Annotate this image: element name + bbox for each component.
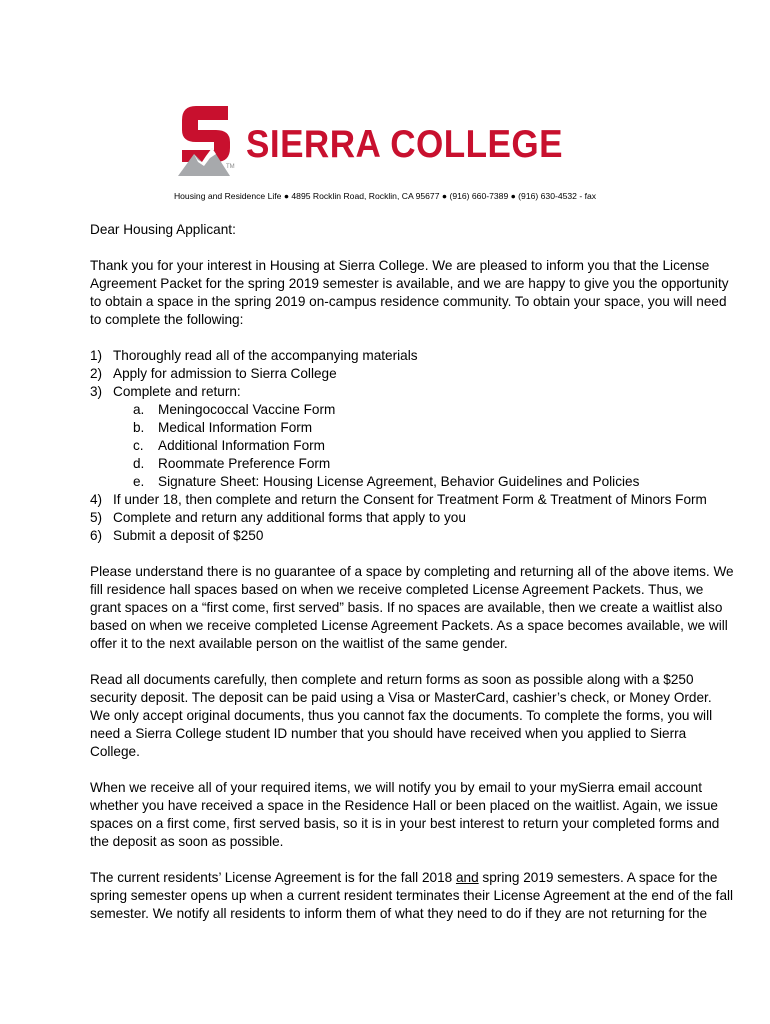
text-line: to obtain a space in the spring 2019 on-campus residence community. To obtain your space, you will need [90, 294, 727, 309]
text-line: spaces on a first come, first served basis, so it is in your best interest to return your completed forms and [90, 816, 720, 831]
guarantee-paragraph [90, 563, 734, 653]
notification-paragraph [90, 779, 720, 851]
intro-paragraph [90, 257, 729, 329]
text-line: The current residents’ License Agreement is for the fall 2018 and spring 2019 semesters. A space for the [90, 870, 718, 885]
text-line: fill residence hall spaces based on when we receive completed License Agreement Packets. Thus, we [90, 582, 704, 597]
text-line: Read all documents carefully, then complete and return forms as soon as possible along with a $250 [90, 672, 694, 687]
text-line: based on when we receive completed License Agreement Packets. As a space becomes available, we will [90, 618, 728, 633]
text-line: Thank you for your interest in Housing at Sierra College. We are pleased to inform you that the License [90, 258, 710, 273]
sierra-s-mountain-icon [176, 100, 246, 178]
text-line: need a Sierra College student ID number that you should have received when you applied to Sierra [90, 726, 687, 741]
list-item: 2) Apply for admission to Sierra College [90, 366, 337, 381]
sublist-item: b. Medical Information Form [133, 420, 313, 435]
text-line: We only accept original documents, thus you cannot fax the documents. To complete the forms, you will [90, 708, 713, 723]
contact-line: Housing and Residence Life ● 4895 Rocklin Road, Rocklin, CA 95677 ● (916) 660-7389 ● (916) 630-4532 - fax [173, 191, 597, 201]
sublist-item: c. Additional Information Form [133, 438, 325, 453]
text-line: Agreement Packet for the spring 2019 semester is available, and we are happy to give you the opportunity [90, 276, 729, 291]
college-wordmark: SIERRA COLLEGE [246, 123, 564, 166]
text-line: spring semester opens up when a current resident terminates their License Agreement at the end of the fall [90, 888, 734, 903]
trademark-mark: TM [226, 164, 235, 170]
sierra-college-logo [176, 100, 596, 178]
text-line: security deposit. The deposit can be paid using a Visa or MasterCard, cashier’s check, or Money Order. [90, 690, 712, 705]
text-line: When we receive all of your required items, we will notify you by email to your mySierra email account [90, 780, 702, 795]
text-line: grant spaces on a “first come, first served” basis. If no spaces are available, then we create a waitlist also [90, 600, 723, 615]
list-item: 5) Complete and return any additional forms that apply to you [90, 510, 466, 525]
text-line: whether you have received a space in the Residence Hall or been placed on the waitlist. Again, we issue [90, 798, 718, 813]
text-line: offer it to the next available person on the waitlist of the same gender. [90, 636, 508, 651]
text-line: to complete the following: [90, 312, 244, 327]
salutation: Dear Housing Applicant: [90, 222, 236, 237]
text-line: semester. We notify all residents to inform them of what they need to do if they are not returning for the [90, 906, 708, 921]
letter-body [90, 221, 734, 941]
list-item: 1) Thoroughly read all of the accompanying materials [90, 348, 418, 363]
text-line: Please understand there is no guarantee of a space by completing and returning all of the above items. We [90, 564, 734, 579]
list-item: 4) If under 18, then complete and return the Consent for Treatment Form & Treatment of Minors Form [90, 492, 707, 507]
text-line: College. [90, 744, 140, 759]
text-line: the deposit as soon as possible. [90, 834, 284, 849]
forms-sublist [113, 401, 690, 491]
sublist-item: d. Roommate Preference Form [133, 456, 331, 471]
list-item: 6) Submit a deposit of $250 [90, 528, 264, 543]
sublist-item: e. Signature Sheet: Housing License Agreement, Behavior Guidelines and Policies [133, 474, 640, 489]
list-item: 3) Complete and return: a. Meningococcal Vaccine Form b. Medical Information Form c. Additional Information Form d. Roommate Preference Form e. Signature Sheet: Housing License Agreement, Behavior Guidelines and Policies [90, 383, 690, 491]
sublist-item: a. Meningococcal Vaccine Form [133, 402, 336, 417]
requirements-list [90, 347, 707, 545]
read-documents-paragraph [90, 671, 713, 761]
underlined-and: and [455, 870, 479, 885]
current-residents-paragraph [90, 869, 734, 923]
